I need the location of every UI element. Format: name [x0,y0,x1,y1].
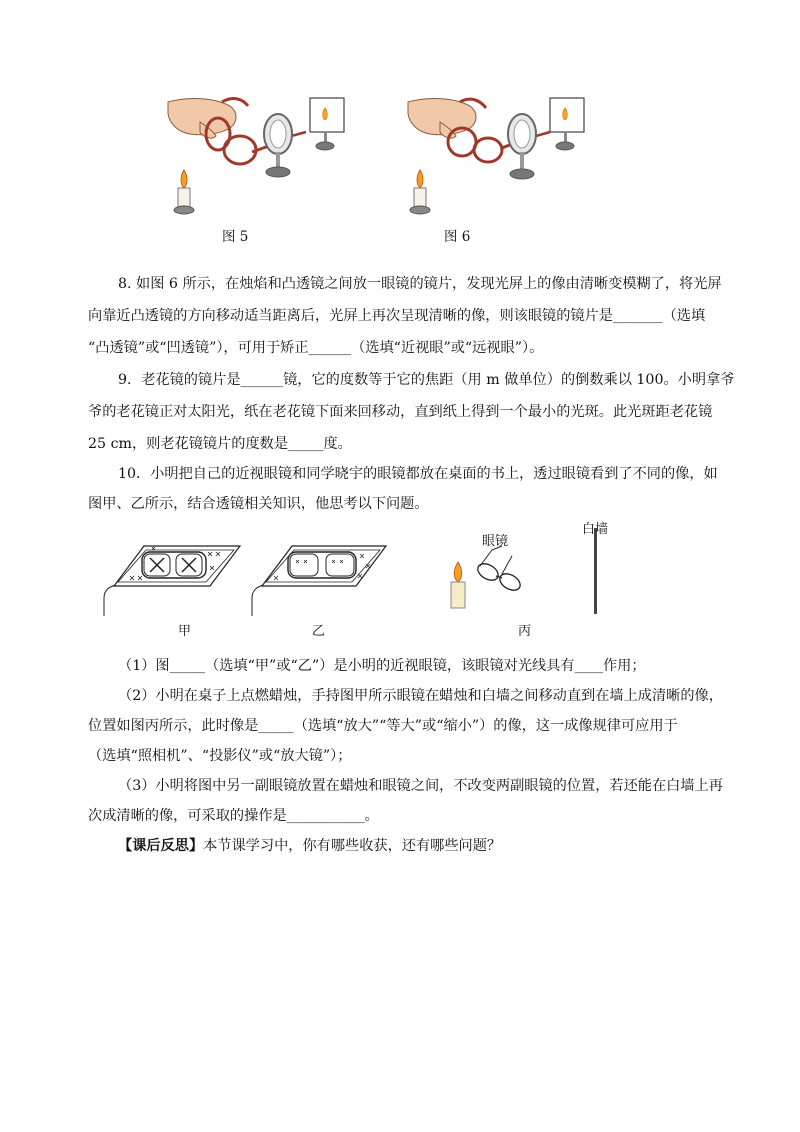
sub-question-2-line-3: （选填“照相机”、“投影仪”或“放大镜”）； [88,748,352,764]
reflection-tag: 【课后反思】 [118,838,204,854]
figure-jia-book-glasses [104,538,244,618]
sub-question-1: （1）图_____（选填“甲”或“乙”）是小明的近视眼镜，该眼镜对光线具有____作用； [118,658,646,674]
question-10-line-1: 10．小明把自己的近视眼镜和同学晓宇的眼镜都放在桌面的书上，透过眼镜看到了不同的像，如 [118,466,718,482]
question-8-line-2: 向靠近凸透镜的方向移动适当距离后，光屏上再次呈现清晰的像，则该眼镜的镜片是_______（选填 [88,308,706,324]
figure-6-caption: 图 6 [444,229,471,245]
question-8-line-3: “凸透镜”或“凹透镜”），可用于矫正______（选填“近视眼”或“远视眼”）。 [88,340,544,356]
sub-question-2-line-2: 位置如图丙所示，此时像是_____（选填“放大”“等大”或“缩小”）的像，这一成像规律可应用于 [88,718,678,734]
figure-yi-label: 乙 [312,624,326,639]
figure-5-caption: 图 5 [222,229,249,245]
figure-yi-book-glasses [248,538,388,618]
reflection-text: 本节课学习中，你有哪些收获，还有哪些问题？ [203,838,502,854]
sub-question-3-line-2: 次成清晰的像，可采取的操作是___________。 [88,808,379,824]
sub-question-3-line-1: （3）小明将图中另一副眼镜放置在蜡烛和眼镜之间，不改变两副眼镜的位置，若还能在白墙上再 [118,778,723,794]
figure-bing-glasses-label: 眼镜 [482,534,509,549]
question-9-line-1: 9．老花镜的镜片是______镜，它的度数等于它的焦距（用 m 做单位）的倒数乘以 100。小明拿爷 [118,372,735,388]
question-9-line-2: 爷的老花镜正对太阳光，纸在老花镜下面来回移动，直到纸上得到一个最小的光斑。此光斑距老花镜 [88,404,713,420]
sub-question-2-line-1: （2）小明在桌子上点燃蜡烛，手持图甲所示眼镜在蜡烛和白墙之间移动直到在墙上成清晰的像， [118,688,723,704]
figure-5-illustration [160,92,360,222]
figure-jia-label: 甲 [178,624,192,639]
reflection-line [118,836,758,856]
question-8-line-1: 8. 如图 6 所示，在烛焰和凸透镜之间放一眼镜的镜片，发现光屏上的像由清晰变模糊了，将光屏 [118,276,722,292]
figure-bing-wall-label: 白墙 [582,522,609,537]
question-9-line-3: 25 cm，则老花镜镜片的度数是_____度。 [88,436,352,452]
question-10-line-2: 图甲、乙所示，结合透镜相关知识，他思考以下问题。 [88,496,429,512]
figure-bing-label: 丙 [518,624,532,639]
figure-6-illustration [400,92,600,222]
